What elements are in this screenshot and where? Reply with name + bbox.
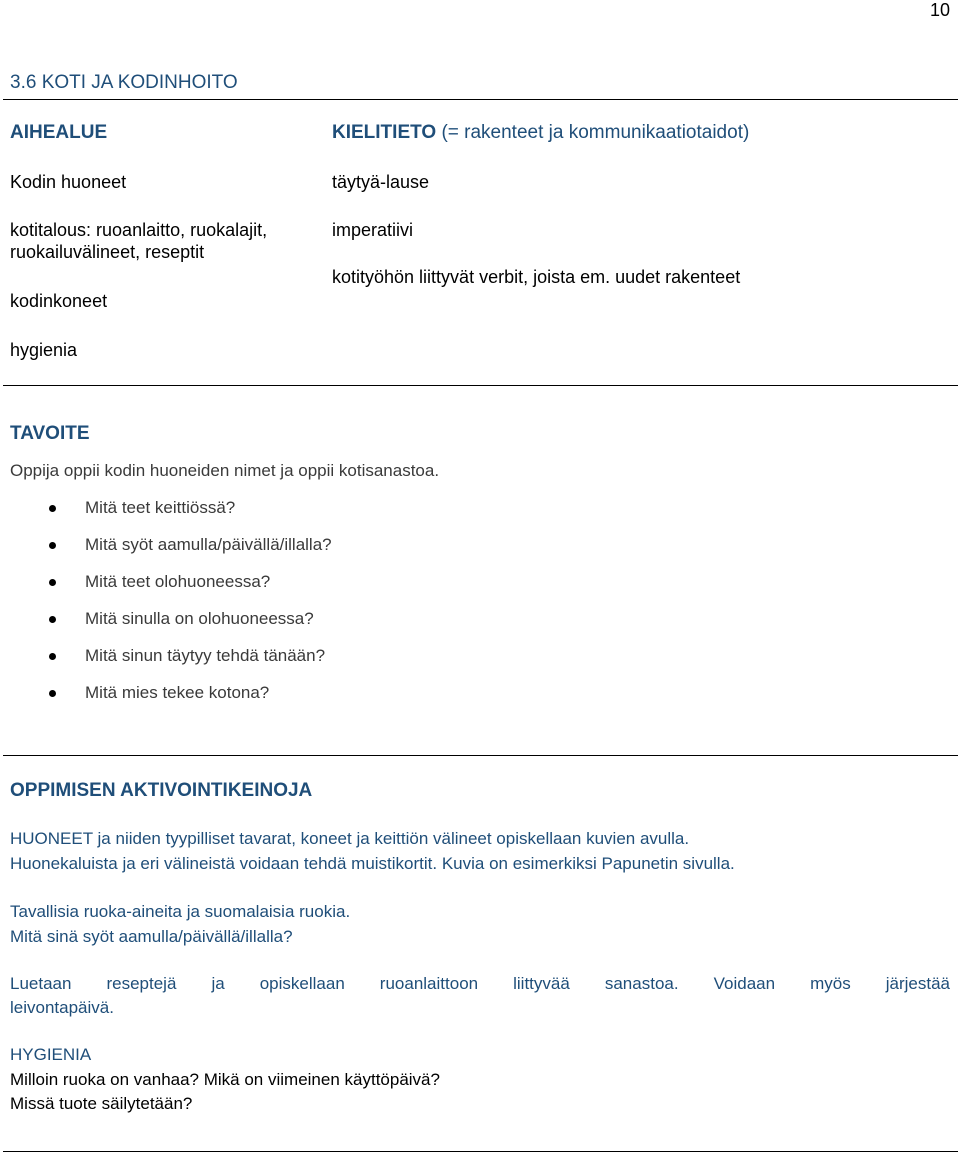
- table-divider: [3, 385, 958, 386]
- activation-p1-line1: HUONEET ja niiden tyypilliset tavarat, koneet ja keittiön välineet opiskellaan kuvien avulla.: [10, 829, 690, 848]
- bullet-icon: [49, 579, 56, 586]
- hygiene-line2: Missä tuote säilytetään?: [10, 1094, 193, 1113]
- list-item: [0, 534, 332, 571]
- question-text: Mitä syöt aamulla/päivällä/illalla?: [85, 535, 332, 554]
- structure-verbit: kotityöhön liittyvät verbit, joista em. uudet rakenteet: [332, 267, 741, 287]
- column-header-aihealue: AIHEALUE: [10, 122, 108, 143]
- list-item: [0, 645, 332, 682]
- question-text: Mitä sinun täytyy tehdä tänään?: [85, 646, 326, 665]
- activation-title: OPPIMISEN AKTIVOINTIKEINOJA: [10, 780, 313, 801]
- section-title: 3.6 KOTI JA KODINHOITO: [10, 72, 238, 93]
- list-item: [0, 497, 332, 534]
- column-header-kielitieto-bold: KIELITIETO: [332, 122, 437, 143]
- activation-p3-line1: Luetaan reseptejä ja opiskellaan ruoanlaittoon liittyvää sanastoa. Voidaan myös järjestää: [10, 974, 950, 993]
- hygiene-line1: Milloin ruoka on vanhaa? Mikä on viimeinen käyttöpäivä?: [10, 1070, 440, 1089]
- activation-p3-line2: leivontapäivä.: [10, 998, 114, 1017]
- structure-imperatiivi: imperatiivi: [332, 220, 414, 240]
- topic-kotitalous-line1: kotitalous: ruoanlaitto, ruokalajit,: [10, 220, 268, 240]
- topic-kodinkoneet: kodinkoneet: [10, 291, 108, 311]
- list-item: [0, 608, 332, 645]
- tavoite-divider: [3, 755, 958, 756]
- list-item: [0, 571, 332, 608]
- topic-hygienia: hygienia: [10, 340, 78, 360]
- list-item: [0, 682, 332, 719]
- bullet-icon: [49, 653, 56, 660]
- column-header-kielitieto: [332, 122, 749, 144]
- question-text: Mitä teet keittiössä?: [85, 498, 236, 517]
- activation-p2-line2: Mitä sinä syöt aamulla/päivällä/illalla?: [10, 927, 293, 946]
- structure-taytya-lause: täytyä-lause: [332, 172, 430, 192]
- tavoite-intro: Oppija oppii kodin huoneiden nimet ja oppii kotisanastoa.: [10, 461, 440, 480]
- hygiene-title: HYGIENIA: [10, 1045, 92, 1064]
- bullet-icon: [49, 690, 56, 697]
- column-header-kielitieto-rest: (= rakenteet ja kommunikaatiotaidot): [436, 122, 750, 143]
- tavoite-title: TAVOITE: [10, 423, 90, 444]
- question-text: Mitä sinulla on olohuoneessa?: [85, 609, 314, 628]
- bullet-icon: [49, 542, 56, 549]
- page-number: 10: [929, 0, 950, 20]
- question-list: [0, 497, 332, 719]
- bullet-icon: [49, 505, 56, 512]
- bullet-icon: [49, 616, 56, 623]
- activation-p1-line2: Huonekaluista ja eri välineistä voidaan tehdä muistikortit. Kuvia on esimerkiksi Papunetin sivulla.: [10, 854, 735, 873]
- topic-kodin-huoneet: Kodin huoneet: [10, 172, 127, 192]
- activation-p2-line1: Tavallisia ruoka-aineita ja suomalaisia ruokia.: [10, 902, 351, 921]
- bottom-divider: [3, 1151, 958, 1152]
- question-text: Mitä teet olohuoneessa?: [85, 572, 271, 591]
- topic-kotitalous-line2: ruokailuvälineet, reseptit: [10, 242, 205, 262]
- section-divider: [3, 99, 958, 100]
- question-text: Mitä mies tekee kotona?: [85, 683, 270, 702]
